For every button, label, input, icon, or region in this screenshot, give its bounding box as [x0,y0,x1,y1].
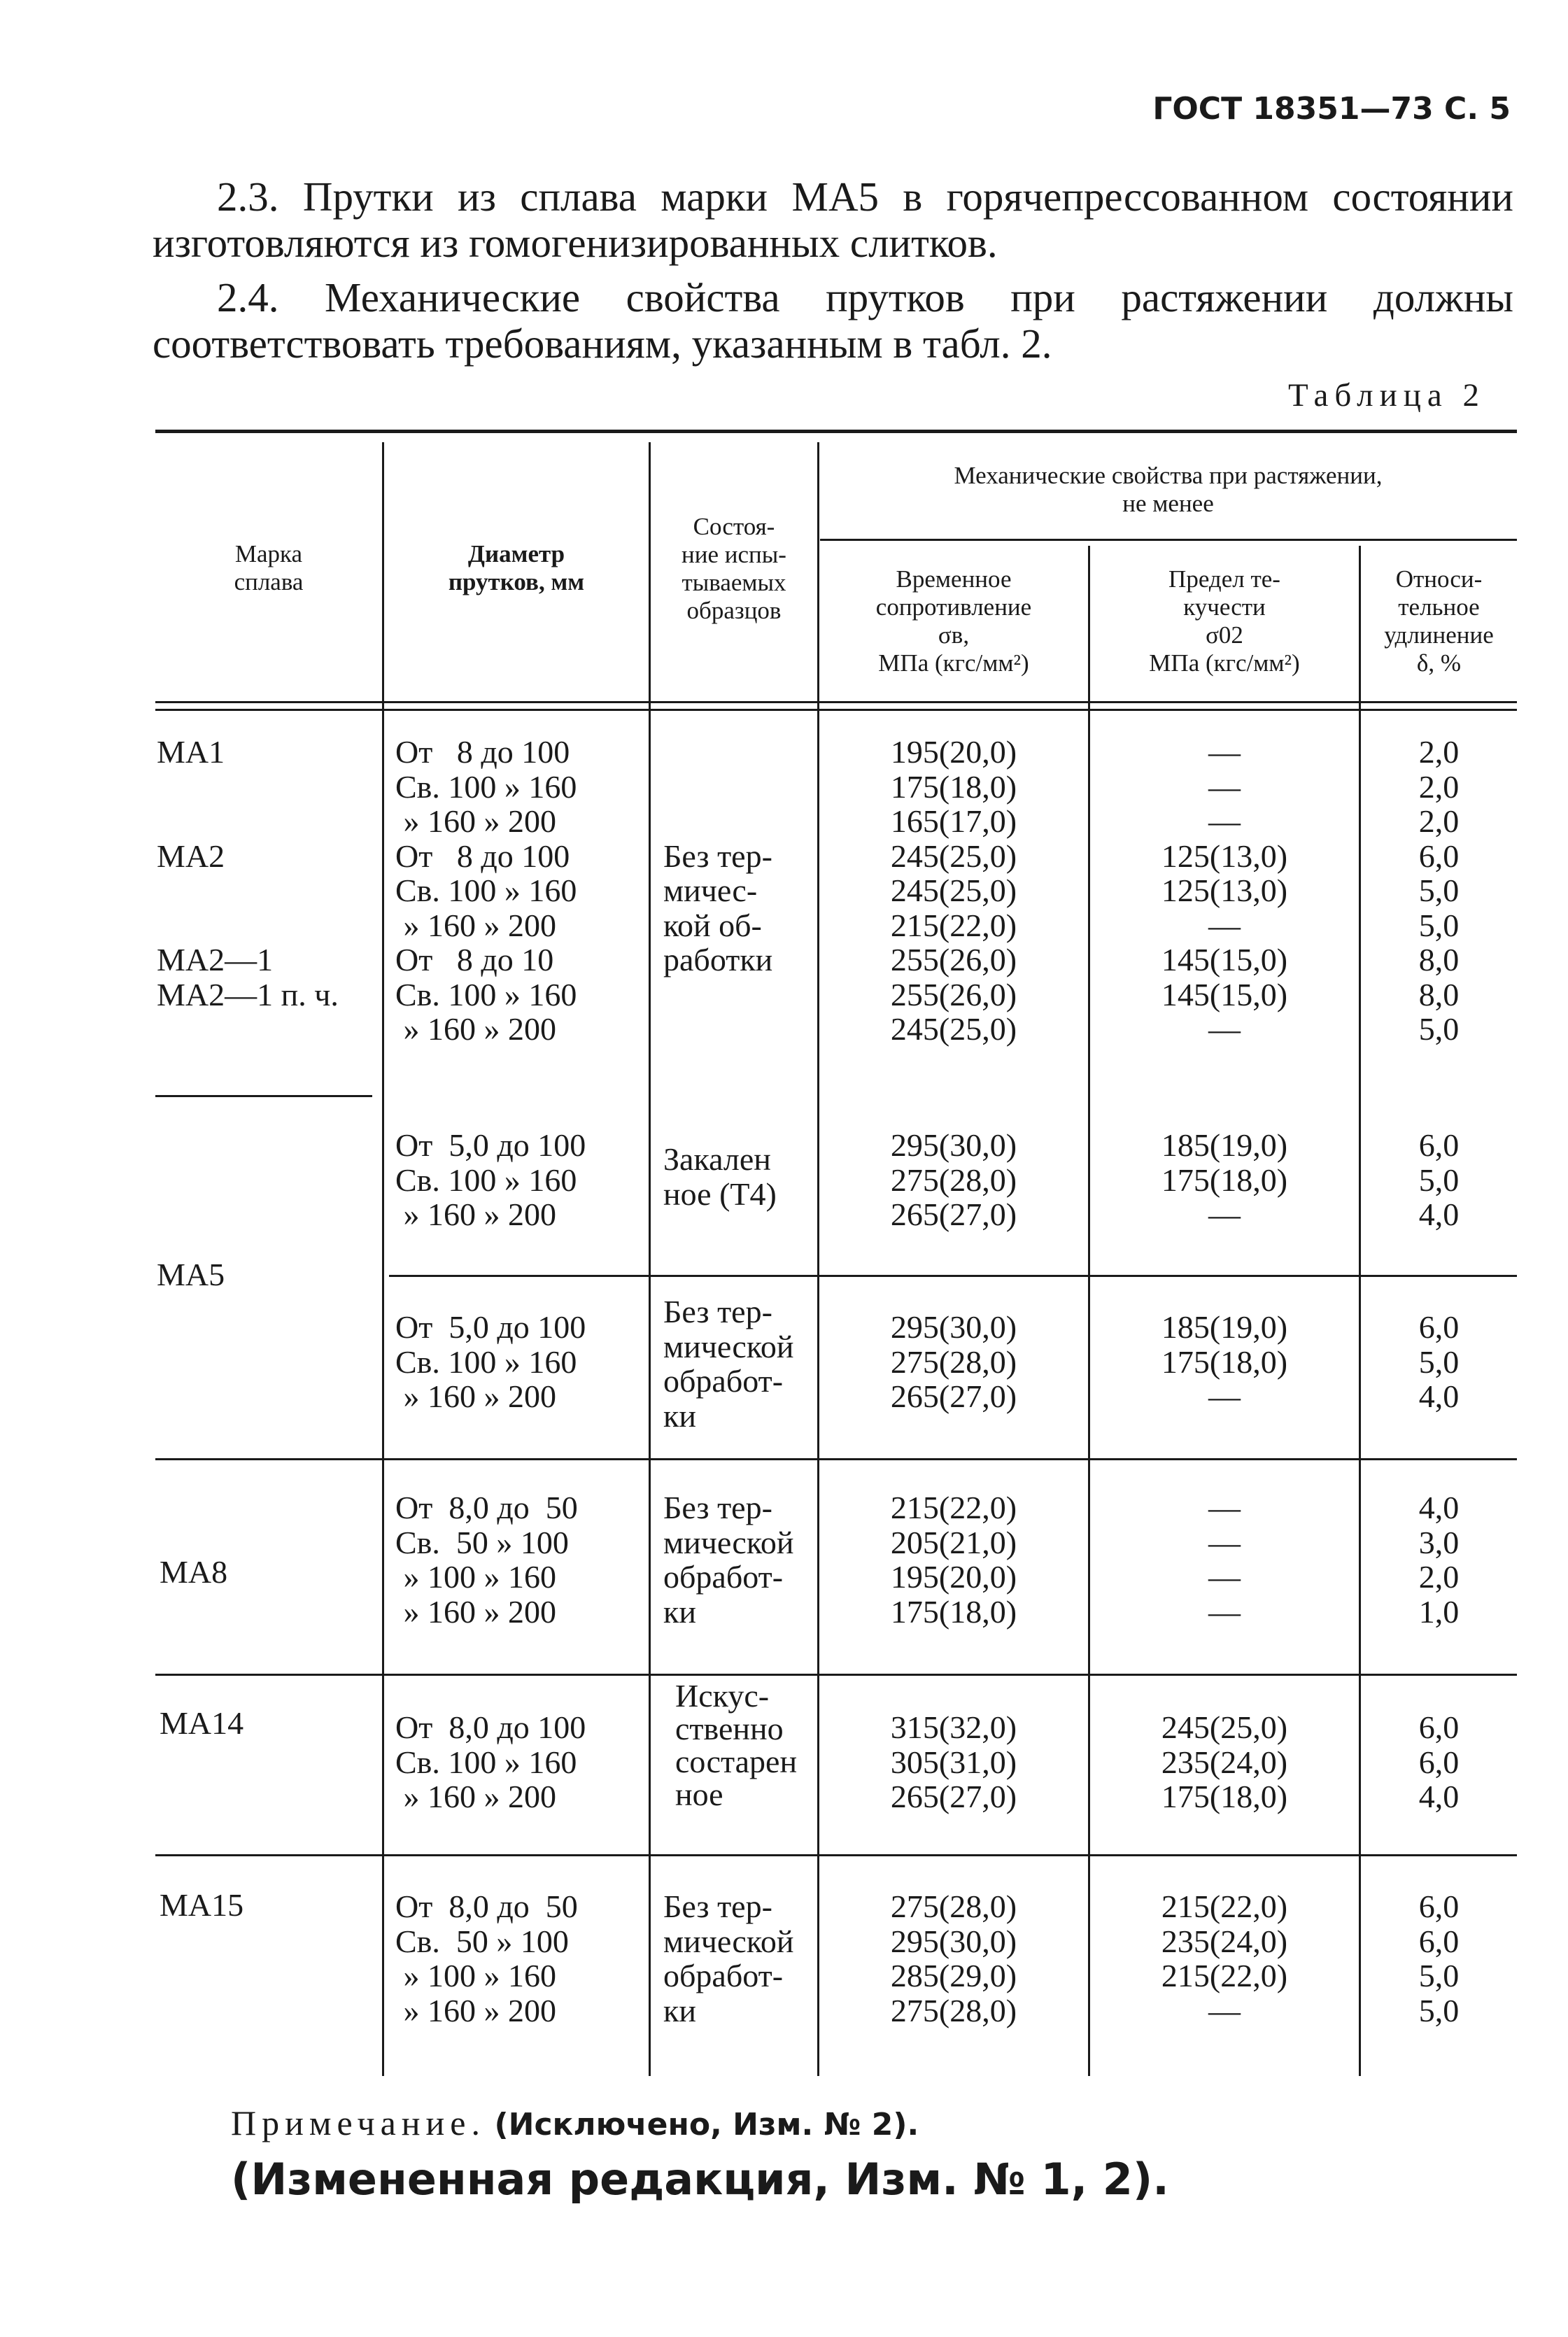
grade-cell: МА15 [160,1887,244,1923]
tensile-cell: 315(32,0) 305(31,0) 265(27,0) [890,1709,1017,1814]
elongation-cell: 6,0 6,0 5,0 5,0 [1418,1888,1460,2028]
tensile-cell: 295(30,0) 275(28,0) 265(27,0) [890,1127,1017,1232]
yield-cell: 185(19,0) 175(18,0) — [1161,1309,1288,1414]
header-mechanical-properties: Механические свойства при растяжении, не менее [954,462,1383,517]
diameter-cell: От 5,0 до 100 Св. 100 » 160 » 160 » 200 [395,1127,586,1232]
header-diameter: Диаметр прутков, мм [448,540,585,595]
elongation-cell: 6,0 5,0 4,0 [1418,1309,1460,1414]
grade-cell: МА1 МА2 МА2—1 МА2—1 п. ч. [157,734,339,1012]
header-grade: Марка сплава [234,540,304,595]
header-yield-strength: Предел те- кучести σ02 МПа (кгс/мм²) [1149,565,1300,677]
tensile-cell: 295(30,0) 275(28,0) 265(27,0) [890,1309,1017,1414]
group-separator-3 [155,1458,1517,1460]
condition-cell: Без тер- мической обработ- ки [663,1888,794,2028]
diameter-cell: От 8,0 до 50 Св. 50 » 100 » 100 » 160 » 160 » 200 [395,1490,578,1630]
diameter-cell: От 8,0 до 50 Св. 50 » 100 » 100 » 160 » 160 » 200 [395,1888,578,2028]
table-note [231,2103,919,2143]
header-bottom-rule-2 [155,709,1517,711]
header-group-rule [820,539,1517,541]
elongation-cell: 6,0 6,0 4,0 [1418,1709,1460,1814]
document-id: ГОСТ 18351—73 С. 5 [1152,91,1511,127]
tensile-cell: 275(28,0) 295(30,0) 285(29,0) 275(28,0) [890,1888,1017,2028]
diameter-cell: От 8 до 100 Св. 100 » 160 » 160 » 200 От 8 до 100 Св. 100 » 160 » 160 » 200 От 8 до 10 Св. 100 » 160 » 160 » 200 [395,734,577,1047]
paragraph-2-3 [153,174,1513,266]
paragraph-2-4-text: 2.4. Механические свойства прутков при растяжении должны соответствовать требованиям, указанным в табл. 2. [153,274,1513,367]
col-rule-diameter [649,442,651,2076]
yield-cell: — — — 125(13,0) 125(13,0) — 145(15,0) 145(15,0) — [1161,734,1288,1047]
paragraph-2-3-text: 2.3. Прутки из сплава марки МА5 в горячепрессованном состоянии изготовляются из гомогенизированных слитков. [153,174,1513,266]
condition-cell: Без тер- мической обработ- ки [663,1490,794,1630]
table-label: Таблица 2 [1287,377,1485,414]
group-separator-2 [389,1275,1517,1277]
yield-cell: — — — — [1208,1490,1241,1630]
group-separator-4 [155,1674,1517,1676]
yield-cell: 215(22,0) 235(24,0) 215(22,0) — [1161,1888,1288,2028]
amendment-note: (Измененная редакция, Изм. № 1, 2). [231,2154,1169,2205]
tensile-cell: 195(20,0) 175(18,0) 165(17,0) 245(25,0) 245(25,0) 215(22,0) 255(26,0) 255(26,0) 245(25,0) [890,734,1017,1047]
condition-cell: Искус- ственно состарен ное [675,1678,798,1812]
tensile-cell: 215(22,0) 205(21,0) 195(20,0) 175(18,0) [890,1490,1017,1630]
condition-cell: Закален ное (Т4) [663,1141,777,1212]
yield-cell: 245(25,0) 235(24,0) 175(18,0) [1161,1709,1288,1814]
col-rule-condition [817,442,819,2076]
condition-cell: Без тер- мичес- кой об- работки [663,838,773,977]
group-separator-5 [155,1854,1517,1856]
header-condition: Состоя- ние испы- тываемых образцов [681,513,786,624]
header-tensile-strength: Временное сопротивление σв, МПа (кгс/мм²) [875,565,1032,677]
paragraph-2-4 [153,274,1513,367]
group-separator-1 [155,1095,372,1097]
grade-cell: МА5 [157,1257,225,1292]
condition-cell: Без тер- мической обработ- ки [663,1294,794,1434]
diameter-cell: От 8,0 до 100 Св. 100 » 160 » 160 » 200 [395,1709,586,1814]
elongation-cell: 6,0 5,0 4,0 [1418,1127,1460,1232]
yield-cell: 185(19,0) 175(18,0) — [1161,1127,1288,1232]
note-label: Примечание. [231,2103,486,2142]
elongation-cell: 4,0 3,0 2,0 1,0 [1418,1490,1460,1630]
table-top-rule [155,430,1517,433]
grade-cell: МА14 [160,1705,244,1741]
col-rule-grade [382,442,384,2076]
grade-cell: МА8 [160,1554,228,1590]
header-elongation: Относи- тельное удлинение δ, % [1384,565,1494,677]
header-bottom-rule-1 [155,701,1517,703]
elongation-cell: 2,0 2,0 2,0 6,0 5,0 5,0 8,0 8,0 5,0 [1418,734,1460,1047]
diameter-cell: От 5,0 до 100 Св. 100 » 160 » 160 » 200 [395,1309,586,1414]
note-text: (Исключено, Изм. № 2). [494,2107,919,2142]
